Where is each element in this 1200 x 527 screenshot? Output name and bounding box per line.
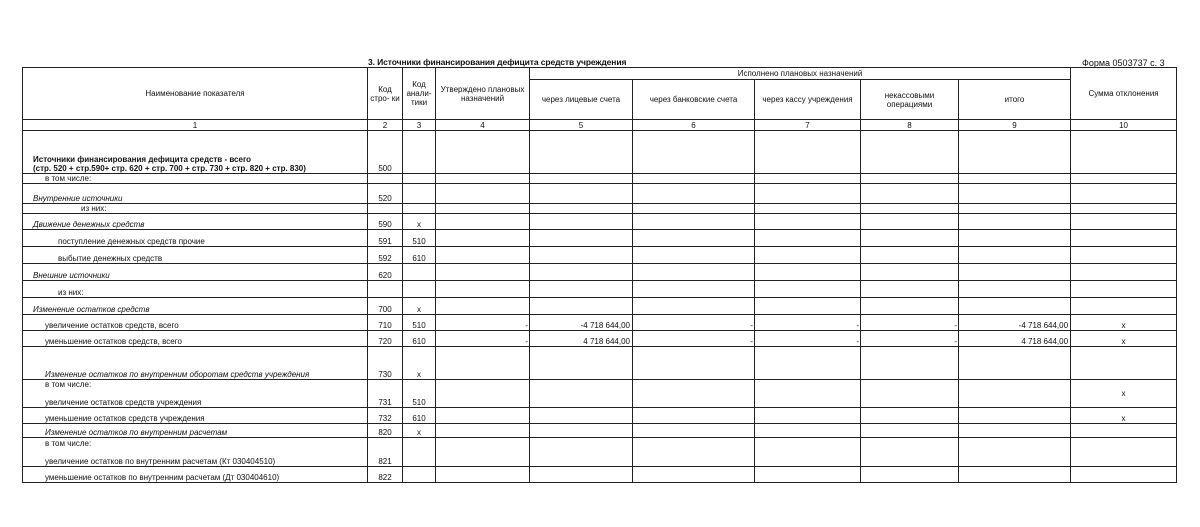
cell-noncash <box>861 467 959 483</box>
cell-deviation <box>1071 298 1177 315</box>
cell-deviation <box>1071 184 1177 204</box>
cell-total: 4 718 644,00 <box>959 331 1071 347</box>
cell-approved <box>436 174 530 184</box>
cell-approved <box>436 424 530 438</box>
col-number: 9 <box>959 120 1071 131</box>
row-code: 591 <box>368 230 403 247</box>
cell-deviation: x <box>1071 380 1177 408</box>
cell-cash: - <box>755 331 861 347</box>
cell-approved <box>436 298 530 315</box>
col-cash-header: через кассу учреждения <box>755 80 861 120</box>
cell-cash <box>755 408 861 424</box>
row-analytics <box>403 467 436 483</box>
cell-noncash <box>861 424 959 438</box>
row-analytics: 510 <box>403 380 436 408</box>
cell-total <box>959 408 1071 424</box>
table-row <box>23 281 1177 298</box>
cell-total <box>959 184 1071 204</box>
table-row <box>23 264 1177 281</box>
cell-personal <box>530 424 633 438</box>
cell-deviation <box>1071 264 1177 281</box>
cell-total <box>959 298 1071 315</box>
col-bank-accounts-header: через банковские счета <box>633 80 755 120</box>
cell-cash <box>755 298 861 315</box>
row-name: поступление денежных средств прочие <box>23 230 368 247</box>
table-row <box>23 247 1177 264</box>
cell-approved <box>436 214 530 230</box>
row-analytics <box>403 204 436 214</box>
row-name <box>23 380 368 408</box>
cell-total <box>959 380 1071 408</box>
col-number: 4 <box>436 120 530 131</box>
row-analytics: x <box>403 347 436 380</box>
cell-approved <box>436 281 530 298</box>
cell-total <box>959 467 1071 483</box>
row-name: уменьшение остатков по внутренним расчетам (Дт 030404610) <box>23 467 368 483</box>
cell-cash: - <box>755 315 861 331</box>
cell-deviation <box>1071 214 1177 230</box>
cell-approved <box>436 467 530 483</box>
row-analytics <box>403 281 436 298</box>
row-code: 710 <box>368 315 403 331</box>
cell-bank <box>633 247 755 264</box>
cell-bank <box>633 184 755 204</box>
row-analytics: x <box>403 298 436 315</box>
row-name: Движение денежных средств <box>23 214 368 230</box>
cell-bank <box>633 438 755 467</box>
cell-personal: 4 718 644,00 <box>530 331 633 347</box>
cell-cash <box>755 281 861 298</box>
cell-total <box>959 247 1071 264</box>
table-row <box>23 408 1177 424</box>
cell-noncash <box>861 174 959 184</box>
cell-deviation: x <box>1071 331 1177 347</box>
executed-group-header: Исполнено плановых назначений <box>530 68 1071 80</box>
table-row <box>23 467 1177 483</box>
table-row <box>23 315 1177 331</box>
row-code <box>368 174 403 184</box>
row-analytics: 610 <box>403 247 436 264</box>
cell-bank <box>633 408 755 424</box>
row-name: в том числе: <box>23 174 368 184</box>
row-code: 731 <box>368 380 403 408</box>
cell-noncash: - <box>861 331 959 347</box>
cell-noncash <box>861 281 959 298</box>
cell-bank: - <box>633 315 755 331</box>
row-name: выбытие денежных средств <box>23 247 368 264</box>
financing-sources-table <box>22 67 1177 483</box>
cell-approved <box>436 438 530 467</box>
cell-personal <box>530 184 633 204</box>
col-deviation-header: Сумма отклонения <box>1071 68 1177 120</box>
cell-personal <box>530 467 633 483</box>
cell-approved: - <box>436 331 530 347</box>
row-code: 500 <box>368 131 403 174</box>
row-analytics <box>403 264 436 281</box>
cell-noncash: - <box>861 315 959 331</box>
cell-bank <box>633 467 755 483</box>
cell-total <box>959 174 1071 184</box>
row-code: 620 <box>368 264 403 281</box>
form-number: Форма 0503737 с. 3 <box>1082 58 1165 68</box>
cell-approved: - <box>436 315 530 331</box>
row-analytics: 610 <box>403 331 436 347</box>
table-row <box>23 424 1177 438</box>
cell-noncash <box>861 438 959 467</box>
cell-total <box>959 347 1071 380</box>
cell-cash <box>755 174 861 184</box>
row-code: 520 <box>368 184 403 204</box>
cell-personal <box>530 174 633 184</box>
table-row <box>23 131 1177 174</box>
cell-bank <box>633 281 755 298</box>
cell-cash <box>755 264 861 281</box>
row-name: Изменение остатков по внутренним оборотам средств учреждения <box>23 347 368 380</box>
col-number: 6 <box>633 120 755 131</box>
cell-deviation: x <box>1071 315 1177 331</box>
cell-approved <box>436 264 530 281</box>
cell-bank <box>633 424 755 438</box>
col-number: 5 <box>530 120 633 131</box>
row-name <box>23 131 368 174</box>
row-name: Изменение остатков по внутренним расчетам <box>23 424 368 438</box>
cell-noncash <box>861 131 959 174</box>
row-name-line2: увеличение остатков средств учреждения <box>45 398 202 407</box>
table-row <box>23 347 1177 380</box>
cell-cash <box>755 131 861 174</box>
row-code: 730 <box>368 347 403 380</box>
cell-cash <box>755 380 861 408</box>
table-row <box>23 204 1177 214</box>
cell-deviation <box>1071 347 1177 380</box>
col-total-header: итого <box>959 80 1071 120</box>
cell-total <box>959 230 1071 247</box>
cell-bank <box>633 174 755 184</box>
cell-noncash <box>861 347 959 380</box>
cell-cash <box>755 438 861 467</box>
table-row <box>23 230 1177 247</box>
col-number: 7 <box>755 120 861 131</box>
column-numbers-row <box>23 120 1177 131</box>
cell-deviation <box>1071 174 1177 184</box>
table-row <box>23 214 1177 230</box>
row-analytics: 610 <box>403 408 436 424</box>
cell-approved <box>436 230 530 247</box>
cell-approved <box>436 204 530 214</box>
cell-total <box>959 131 1071 174</box>
section-title: 3. Источники финансирования дефицита средств учреждения <box>368 57 627 67</box>
cell-deviation <box>1071 467 1177 483</box>
row-code <box>368 281 403 298</box>
cell-personal <box>530 214 633 230</box>
cell-total: -4 718 644,00 <box>959 315 1071 331</box>
cell-deviation <box>1071 424 1177 438</box>
row-name: Внешние источники <box>23 264 368 281</box>
cell-personal <box>530 204 633 214</box>
cell-personal <box>530 408 633 424</box>
cell-personal <box>530 438 633 467</box>
cell-personal <box>530 131 633 174</box>
cell-approved <box>436 347 530 380</box>
cell-bank <box>633 264 755 281</box>
row-code: 592 <box>368 247 403 264</box>
cell-total <box>959 424 1071 438</box>
cell-total <box>959 264 1071 281</box>
row-analytics: 510 <box>403 230 436 247</box>
cell-cash <box>755 467 861 483</box>
col-noncash-header: некассовыми операциями <box>861 80 959 120</box>
cell-bank: - <box>633 331 755 347</box>
cell-personal <box>530 347 633 380</box>
row-name-line2: увеличение остатков по внутренним расчетам (Кт 030404510) <box>45 457 276 466</box>
cell-noncash <box>861 204 959 214</box>
cell-deviation <box>1071 438 1177 467</box>
cell-cash <box>755 347 861 380</box>
row-analytics <box>403 184 436 204</box>
cell-cash <box>755 184 861 204</box>
cell-noncash <box>861 408 959 424</box>
cell-deviation <box>1071 281 1177 298</box>
cell-noncash <box>861 230 959 247</box>
row-name: Изменение остатков средств <box>23 298 368 315</box>
cell-total <box>959 438 1071 467</box>
row-code: 820 <box>368 424 403 438</box>
cell-cash <box>755 424 861 438</box>
cell-deviation <box>1071 230 1177 247</box>
col-number: 1 <box>23 120 368 131</box>
cell-total <box>959 281 1071 298</box>
cell-deviation <box>1071 247 1177 264</box>
col-number: 10 <box>1071 120 1177 131</box>
header-row-1 <box>23 68 1177 80</box>
row-name: уменьшение остатков средств учреждения <box>23 408 368 424</box>
row-code: 822 <box>368 467 403 483</box>
row-name: уменьшение остатков средств, всего <box>23 331 368 347</box>
table-row <box>23 174 1177 184</box>
cell-personal <box>530 380 633 408</box>
row-code: 700 <box>368 298 403 315</box>
cell-bank <box>633 298 755 315</box>
cell-approved <box>436 131 530 174</box>
row-name: из них: <box>23 204 368 214</box>
cell-bank <box>633 347 755 380</box>
cell-deviation: x <box>1071 408 1177 424</box>
col-approved-header: Утверждено плановых назначений <box>436 68 530 120</box>
row-name-line2: (стр. 520 + стр.590+ стр. 620 + стр. 700 + стр. 730 + стр. 820 + стр. 830) <box>33 164 306 173</box>
row-code: 590 <box>368 214 403 230</box>
cell-bank <box>633 230 755 247</box>
row-analytics: 510 <box>403 315 436 331</box>
cell-bank <box>633 204 755 214</box>
cell-approved <box>436 408 530 424</box>
cell-deviation <box>1071 131 1177 174</box>
cell-approved <box>436 380 530 408</box>
cell-noncash <box>861 214 959 230</box>
cell-noncash <box>861 380 959 408</box>
row-name-line1: в том числе: <box>45 380 92 389</box>
row-analytics <box>403 131 436 174</box>
row-code: 732 <box>368 408 403 424</box>
cell-cash <box>755 247 861 264</box>
row-analytics <box>403 438 436 467</box>
cell-bank <box>633 380 755 408</box>
table-row <box>23 184 1177 204</box>
row-name: увеличение остатков средств, всего <box>23 315 368 331</box>
cell-bank <box>633 214 755 230</box>
col-analytics-header: Код анали- тики <box>403 68 436 120</box>
cell-cash <box>755 230 861 247</box>
cell-deviation <box>1071 204 1177 214</box>
table-row <box>23 380 1177 408</box>
row-analytics: x <box>403 424 436 438</box>
row-analytics <box>403 174 436 184</box>
row-code <box>368 204 403 214</box>
col-personal-accounts-header: через лицевые счета <box>530 80 633 120</box>
col-name-header: Наименование показателя <box>23 68 368 120</box>
row-name: Внутренние источники <box>23 184 368 204</box>
table-row <box>23 298 1177 315</box>
cell-noncash <box>861 184 959 204</box>
cell-personal <box>530 281 633 298</box>
col-number: 2 <box>368 120 403 131</box>
cell-noncash <box>861 264 959 281</box>
col-number: 3 <box>403 120 436 131</box>
cell-bank <box>633 131 755 174</box>
row-analytics: x <box>403 214 436 230</box>
cell-cash <box>755 204 861 214</box>
cell-personal <box>530 247 633 264</box>
row-name <box>23 438 368 467</box>
row-code: 821 <box>368 438 403 467</box>
cell-approved <box>436 184 530 204</box>
cell-personal: -4 718 644,00 <box>530 315 633 331</box>
cell-personal <box>530 264 633 281</box>
cell-cash <box>755 214 861 230</box>
cell-total <box>959 214 1071 230</box>
cell-noncash <box>861 298 959 315</box>
row-name-line1: в том числе: <box>45 439 92 448</box>
table-row <box>23 331 1177 347</box>
cell-personal <box>530 230 633 247</box>
row-name-line1: Источники финансирования дефицита средств - всего <box>33 155 252 164</box>
cell-approved <box>436 247 530 264</box>
row-code: 720 <box>368 331 403 347</box>
cell-noncash <box>861 247 959 264</box>
cell-personal <box>530 298 633 315</box>
table-row <box>23 438 1177 467</box>
col-code-header: Код стро- ки <box>368 68 403 120</box>
col-number: 8 <box>861 120 959 131</box>
row-name: из них: <box>23 281 368 298</box>
cell-total <box>959 204 1071 214</box>
